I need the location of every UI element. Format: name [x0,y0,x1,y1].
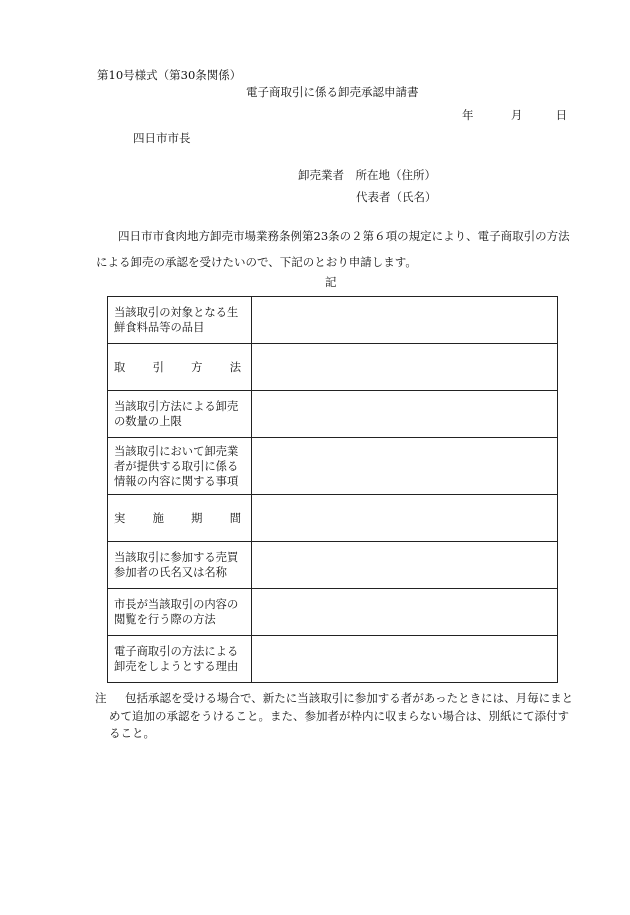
date-month: 月 [510,108,523,122]
table-row [108,344,558,391]
row-value-field[interactable] [252,636,558,683]
applicant-representative-line: 代表者（氏名） [356,190,437,204]
ki-heading: 記 [325,275,337,289]
row-label: 市長が当該取引の内容の閲覧を行う際の方法 [108,589,252,636]
table-row [108,438,558,495]
row-value-field[interactable] [252,344,558,391]
table-row [108,589,558,636]
table-row [108,391,558,438]
row-value-field[interactable] [252,495,558,542]
form-number: 第10号様式（第30条関係） [97,68,242,82]
table-row [108,636,558,683]
row-value-field[interactable] [252,438,558,495]
row-value-field[interactable] [252,391,558,438]
table-row [108,542,558,589]
footnote-text: 包括承認を受ける場合で、新たに当該取引に参加する者があったときには、月毎にまとめて追加の承認をうけること。また、参加者が枠内に収まらない場合は、別紙にて添付すること。 [109,691,574,740]
footnote [95,690,575,743]
row-label: 当該取引方法による卸売の数量の上限 [108,391,252,438]
date-year: 年 [462,108,474,122]
application-table [107,296,558,683]
row-label: 当該取引の対象となる生鮮食料品等の品目 [108,297,252,344]
row-value-field[interactable] [252,589,558,636]
row-label: 電子商取引の方法による卸売をしようとする理由 [108,636,252,683]
applicant-address-line: 卸売業者 所在地（住所） [298,168,436,182]
row-value-field[interactable] [252,542,558,589]
table-row [108,495,558,542]
date-line [462,107,567,123]
footnote-mark: 注 [95,691,107,705]
document-title: 電子商取引に係る卸売承認申請書 [246,85,419,99]
row-label: 取引方法 [108,344,252,391]
table-row [108,297,558,344]
row-label: 当該取引において卸売業者が提供する取引に係る情報の内容に関する事項 [108,438,252,495]
row-value-field[interactable] [252,297,558,344]
date-day: 日 [555,108,568,122]
addressee: 四日市市長 [133,131,191,145]
row-label: 実施期間 [108,495,252,542]
row-label: 当該取引に参加する売買参加者の氏名又は名称 [108,542,252,589]
body-paragraph: 四日市市食肉地方卸売市場業務条例第23条の２第６項の規定により、電子商取引の方法による卸売の承認を受けたいので、下記のとおり申請します。 [96,229,570,269]
